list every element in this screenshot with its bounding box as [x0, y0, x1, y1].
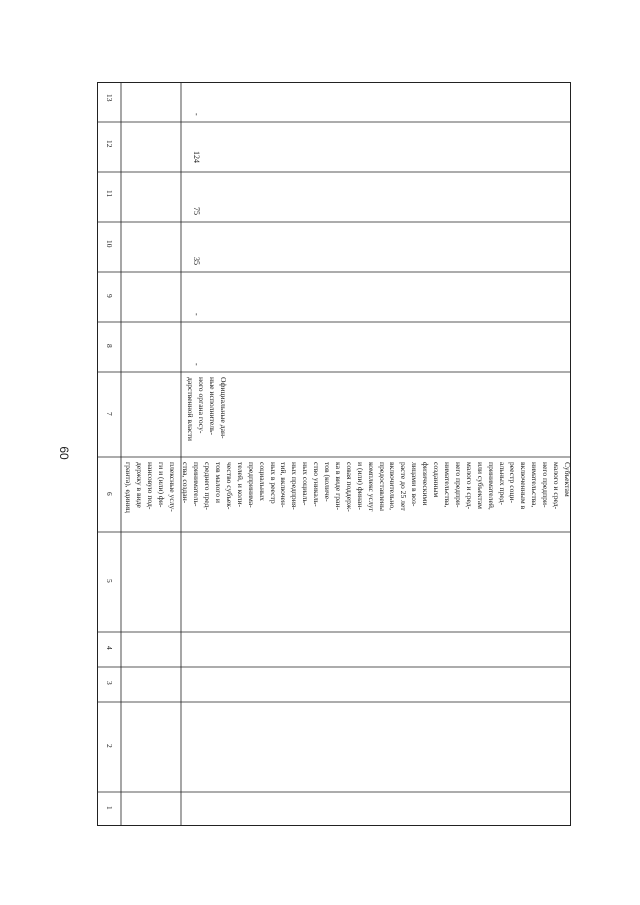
col-number-13: 13 — [105, 94, 114, 102]
table-grid — [97, 82, 571, 826]
row2-col12-value: 124 — [192, 151, 201, 163]
row2-col13-value: - — [192, 113, 201, 116]
col-number-9: 9 — [105, 294, 114, 298]
col-number-8: 8 — [105, 344, 114, 348]
row2-col10-value: 35 — [192, 257, 201, 265]
col-number-2: 2 — [105, 744, 114, 748]
row2-col8-value: - — [192, 363, 201, 366]
col-number-6: 6 — [105, 492, 114, 496]
col-number-11: 11 — [105, 190, 114, 198]
col-number-10: 10 — [105, 240, 114, 248]
row2-col9-value: - — [192, 313, 201, 316]
row2-col6-text: Субъектам малого и сред- него предпри- нимательства, включенным в реестр соци- альных пред- принимателей, или субъектам малого и сред- него предпри- нимательства, созданным физическими лицами в воз- расте до 25 лет включительно, предоставлены комплекс услуг и (или) финан- совая поддерж- ка в виде гран- тов (количе- ство уникаль- ных социаль- ных предприя- тий, включен- ных в реестр социальных предпринима- телей, и коли- чество субъек- тов малого и среднего пред- приниматель- ства, создан- — [181, 462, 572, 512]
indicator-table — [97, 82, 571, 826]
row2-col11-value: 75 — [192, 207, 201, 215]
col-number-3: 3 — [105, 681, 114, 685]
page-number: 60 — [57, 446, 71, 460]
row1-col6-text: плексные услу- ги и (или) фи- нансовую под- держку в виде гранта), единиц — [124, 462, 177, 513]
col-number-7: 7 — [105, 412, 114, 416]
col-number-1: 1 — [105, 806, 114, 810]
row2-col7-text: Официальные дан- ные исполнитель- ного органа госу- дарственной власти — [186, 377, 228, 441]
col-number-12: 12 — [105, 140, 114, 148]
col-number-4: 4 — [105, 646, 114, 650]
col-number-5: 5 — [105, 579, 114, 583]
